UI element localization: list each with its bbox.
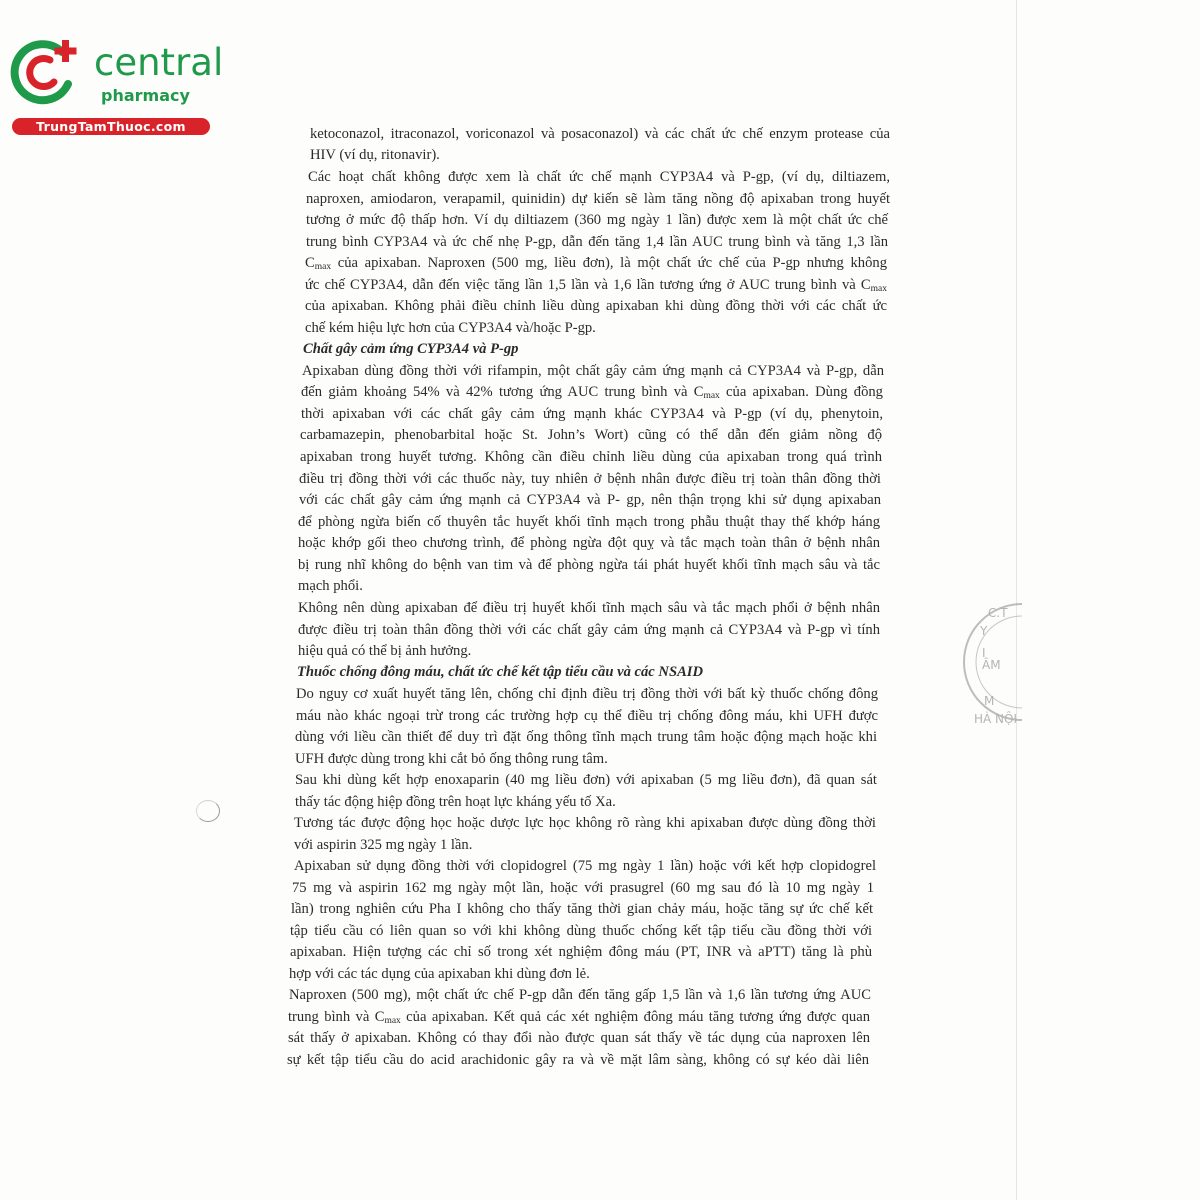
text-line: sự kết tập tiểu cầu do acid arachidonic gây ra và về mặt lâm sàng, không có sự kéo dài liên xyxy=(287,1052,869,1068)
text-segment: trung bình và C xyxy=(288,1009,385,1025)
text-line: 75 mg và aspirin 162 mg ngày một lần, hoặc với prasugrel (60 mg sau đó là 10 mg ngày 1 xyxy=(292,880,874,896)
official-stamp xyxy=(960,592,1022,742)
text-line: Apixaban sử dụng đồng thời với clopidogrel (75 mg ngày 1 lần) hoặc với kết hợp clopidogrel xyxy=(294,858,876,874)
subscript-max: max xyxy=(314,262,332,272)
text-line: Naproxen (500 mg), một chất ức chế P-gp dẫn đến tăng gấp 1,5 lần và 1,6 lần tương ứng AUC xyxy=(289,987,871,1003)
text-line: với aspirin 325 mg ngày 1 lần. xyxy=(294,837,473,853)
text-line: bị rung nhĩ không do bệnh van tim và để phòng ngừa tái phát huyết khối tĩnh mạch sâu và tắc xyxy=(298,557,880,573)
text-line: naproxen, amiodaron, verapamil, quinidin) dự kiến sẽ làm tăng nồng độ apixaban trong huyết xyxy=(306,191,890,207)
text-line: Tương tác được động học hoặc dược lực học không rõ ràng khi apixaban được dùng đồng thời xyxy=(294,815,876,831)
text-line: của apixaban. Không phải điều chỉnh liều dùng apixaban khi dùng đồng thời với các chất ức xyxy=(305,298,887,314)
text-line: chế kém hiệu lực hơn của CYP3A4 và/hoặc P-gp. xyxy=(305,320,596,336)
text-segment: của apixaban. Dùng đồng xyxy=(719,384,883,400)
text-line: tập tiểu cầu có liên quan so với khi không dùng thuốc chống kết tập tiểu cầu đồng thời với xyxy=(290,923,872,939)
text-line: carbamazepin, phenobarbital hoặc St. John’s Wort) cũng có thể dẫn đến giảm nồng độ xyxy=(300,427,882,443)
text-line: Do nguy cơ xuất huyết tăng lên, chống chỉ định điều trị đồng thời với bất kỳ thuốc chống đông xyxy=(296,686,878,702)
stamp-text: M xyxy=(984,694,995,708)
section-heading: Thuốc chống đông máu, chất ức chế kết tập tiểu cầu và các NSAID xyxy=(297,664,704,680)
text-line: mạch phổi. xyxy=(298,578,363,594)
text-segment: của apixaban. Naproxen (500 mg, liều đơn), là một chất ức chế của P-gp nhưng không xyxy=(331,255,887,271)
text-line: để phòng ngừa biến cố thuyên tắc huyết khối tĩnh mạch trong phẫu thuật thay thế khớp háng xyxy=(298,514,880,530)
text-line: lần) trong nghiên cứu Pha I không cho thấy tăng thời gian chảy máu, hoặc tăng sự ức chế kết xyxy=(291,901,873,917)
text-segment: C xyxy=(305,255,315,271)
stamp-text: C.T xyxy=(988,606,1008,620)
brand-subtitle: pharmacy xyxy=(101,86,190,105)
subscript-max: max xyxy=(870,284,887,294)
text-line: HIV (ví dụ, ritonavir). xyxy=(310,147,440,163)
text-line: thời apixaban với các chất gây cảm ứng mạnh khác CYP3A4 và P-gp (ví dụ, phenytoin, xyxy=(301,406,883,422)
text-line: sát thấy ở apixaban. Không có thay đổi nào được quan sát thấy về tác dụng của naproxen lên xyxy=(288,1030,870,1046)
text-line: trung bình CYP3A4 và ức chế nhẹ P-gp, dẫn đến tăng 1,4 lần AUC trung bình và tăng 1,3 lần xyxy=(306,234,888,250)
text-line: Apixaban dùng đồng thời với rifampin, một chất gây cảm ứng mạnh cả CYP3A4 và P-gp, dẫn xyxy=(302,363,884,379)
text-line: hợp với các tác dụng của apixaban khi dùng đơn lẻ. xyxy=(289,966,590,982)
text-segment: của apixaban. Kết quả các xét nghiệm đông máu tăng tương ứng được quan xyxy=(400,1009,870,1025)
text-line: apixaban trong huyết tương. Không cần điều chỉnh liều dùng của apixaban trong quá trình xyxy=(300,449,882,465)
text-line: Không nên dùng apixaban để điều trị huyết khối tĩnh mạch sâu và tắc mạch phổi ở bệnh nhân xyxy=(298,600,880,616)
text-line xyxy=(301,382,883,406)
stamp-text: I xyxy=(982,646,986,660)
text-line: hiệu quả có thể bị ảnh hưởng. xyxy=(298,643,472,659)
site-url-badge[interactable]: TrungTamThuoc.com xyxy=(12,118,210,135)
subscript-max: max xyxy=(384,1016,401,1026)
text-line: Sau khi dùng kết hợp enoxaparin (40 mg liều đơn) với apixaban (5 mg liều đơn), đã quan sát xyxy=(295,772,877,788)
subscript-max: max xyxy=(703,391,720,401)
stamp-text: Y xyxy=(980,624,988,638)
stamp-text: ÂM xyxy=(982,658,1001,672)
text-line: thấy tác động hiệp đồng trên hoạt lực kháng yếu tố Xa. xyxy=(295,794,616,810)
text-line: với các chất gây cảm ứng mạnh cả CYP3A4 và P- gp, nên thận trọng khi sử dụng apixaban xyxy=(299,492,881,508)
text-segment: đến giảm khoảng 54% và 42% tương ứng AUC trung bình và C xyxy=(301,384,704,400)
text-line: hoặc khớp gối theo chương trình, để phòng ngừa đột quỵ và tắc mạch toàn thân ở bệnh nhân xyxy=(298,535,880,551)
text-line: ketoconazol, itraconazol, voriconazol và posaconazol) và các chất ức chế enzym protease của xyxy=(310,126,890,142)
text-line: được điều trị toàn thân đồng thời với các chất gây cảm ứng mạnh cả CYP3A4 và P-gp vì tính xyxy=(298,622,880,638)
text-line: apixaban. Hiện tượng các chỉ số trong xét nghiệm đông máu (PT, INR và aPTT) tăng là phù xyxy=(290,944,872,960)
text-line: tương ở mức độ thấp hơn. Ví dụ diltiazem (360 mg ngày 1 lần) được xem là một chất ức chế xyxy=(306,212,888,228)
hole-punch-mark xyxy=(196,800,220,822)
text-line: Các hoạt chất không được xem là chất ức chế mạnh CYP3A4 và P-gp, (ví dụ, diltiazem, xyxy=(308,169,890,185)
section-heading: Chất gây cảm ứng CYP3A4 và P-gp xyxy=(303,341,519,357)
text-segment: ức chế CYP3A4, dẫn đến việc tăng lần 1,5 lần và 1,6 lần tương ứng ở AUC trung bình và C xyxy=(305,277,871,293)
text-line xyxy=(305,253,887,277)
text-line: UFH được dùng trong khi cắt bỏ ống thông rung tâm. xyxy=(295,751,608,767)
text-line: dùng với liều cần thiết để duy trì đặt ống thông tĩnh mạch trung tâm hoặc động mạch hoặc khi xyxy=(295,729,877,745)
text-line: điều trị đồng thời với các thuốc này, tuy nhiên ở bệnh nhân được điều trị toàn thân đồng thời xyxy=(299,471,881,487)
text-line: máu nào khác ngoại trừ trong các trường hợp cụ thể điều trị chống đông máu, khi UFH được xyxy=(296,708,878,724)
stamp-text: HÀ NỘI xyxy=(974,712,1018,726)
brand-name: central xyxy=(94,41,224,84)
